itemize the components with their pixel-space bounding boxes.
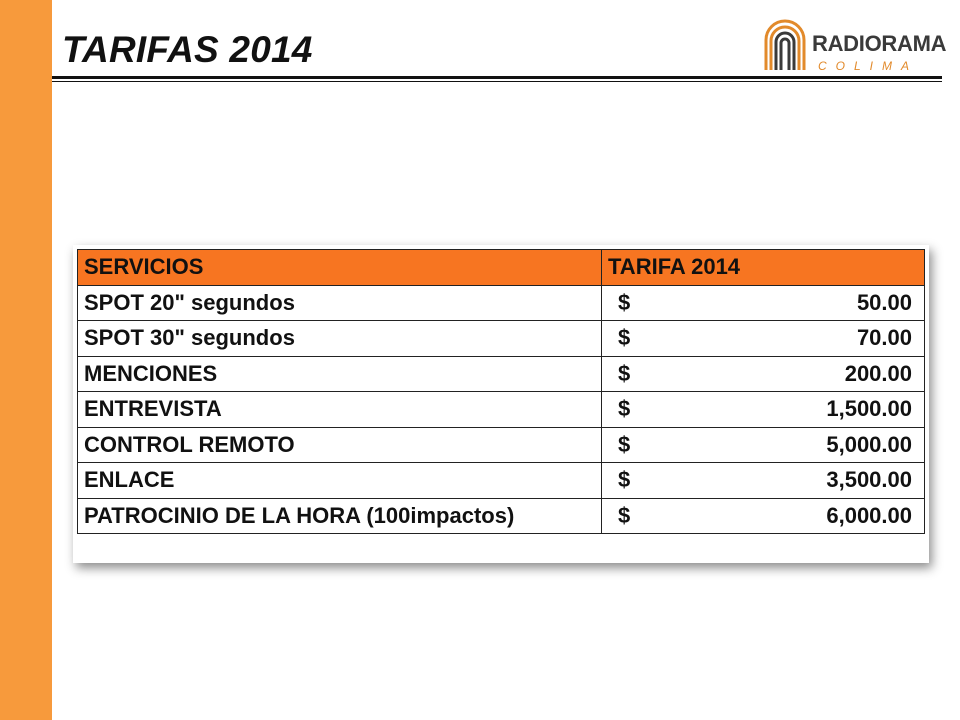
arch-logo-icon <box>762 16 808 72</box>
price-cell <box>602 321 925 357</box>
price-cell <box>602 392 925 428</box>
rates-table <box>77 249 925 534</box>
title-divider-thin <box>52 81 942 82</box>
title-divider <box>52 76 942 79</box>
radiorama-logo <box>762 16 947 74</box>
table-row <box>78 498 925 534</box>
currency-symbol: $ <box>618 360 631 386</box>
price-amount: 5,000.00 <box>826 431 912 457</box>
price-amount: 3,500.00 <box>826 467 912 493</box>
price-cell <box>602 498 925 534</box>
page-title: TARIFAS 2014 <box>62 29 313 70</box>
price-amount: 70.00 <box>856 325 912 351</box>
rates-table-container <box>73 245 929 563</box>
service-name: ENTREVISTA <box>78 392 602 428</box>
service-name: PATROCINIO DE LA HORA (100impactos) <box>78 498 602 534</box>
table-row <box>78 321 925 357</box>
service-name: SPOT 20" segundos <box>78 285 602 321</box>
service-name: MENCIONES <box>78 356 602 392</box>
price-cell <box>602 356 925 392</box>
price-amount: 50.00 <box>856 289 912 315</box>
price-amount: 200.00 <box>844 360 912 386</box>
table-row <box>78 356 925 392</box>
table-row <box>78 285 925 321</box>
service-name: SPOT 30" segundos <box>78 321 602 357</box>
currency-symbol: $ <box>618 431 631 457</box>
currency-symbol: $ <box>618 325 631 351</box>
price-amount: 1,500.00 <box>826 396 912 422</box>
table-header-row <box>78 250 925 286</box>
price-cell <box>602 463 925 499</box>
currency-symbol: $ <box>618 502 631 528</box>
header-services: SERVICIOS <box>78 250 602 286</box>
price-cell <box>602 285 925 321</box>
service-name: ENLACE <box>78 463 602 499</box>
header-rate: TARIFA 2014 <box>602 250 925 286</box>
currency-symbol: $ <box>618 467 631 493</box>
table-row <box>78 392 925 428</box>
table-row <box>78 427 925 463</box>
table-row <box>78 463 925 499</box>
price-amount: 6,000.00 <box>826 502 912 528</box>
logo-name: RADIORAMA <box>812 31 947 56</box>
service-name: CONTROL REMOTO <box>78 427 602 463</box>
currency-symbol: $ <box>618 396 631 422</box>
currency-symbol: $ <box>618 289 631 315</box>
logo-city: COLIMA <box>818 59 919 73</box>
price-cell <box>602 427 925 463</box>
sidebar-accent <box>0 0 52 720</box>
